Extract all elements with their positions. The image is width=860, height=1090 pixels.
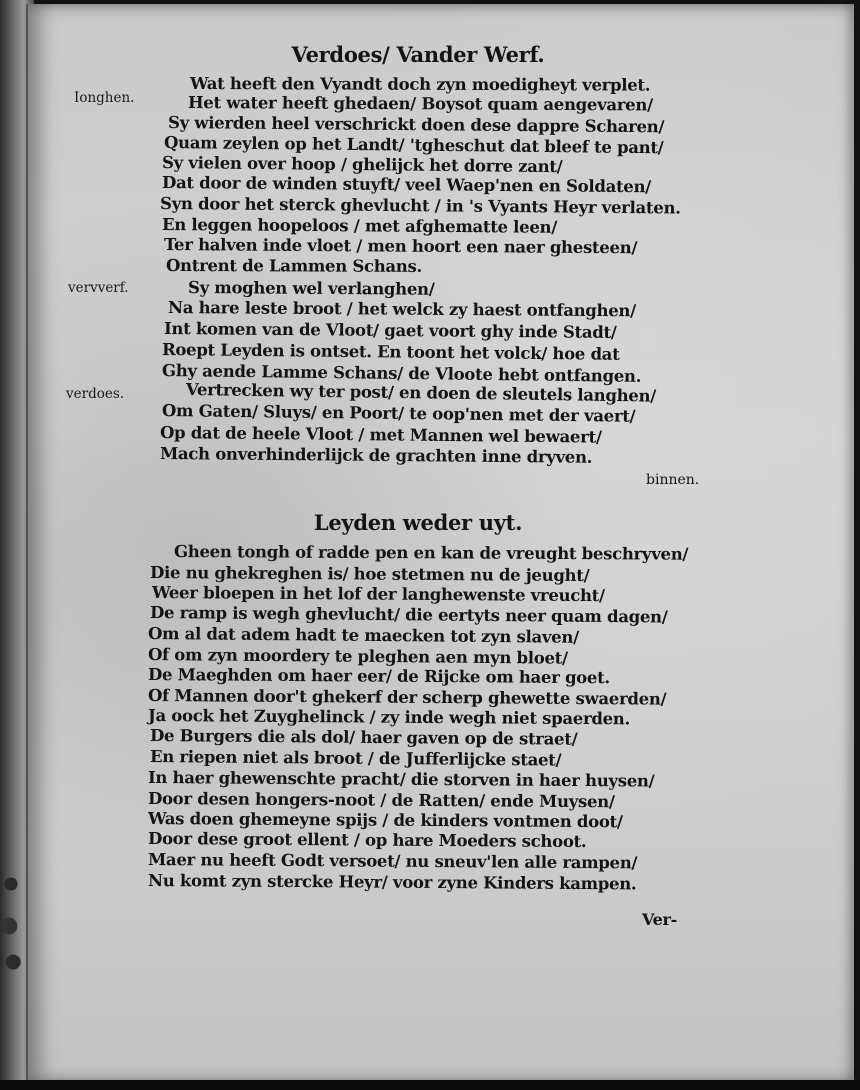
verse-line: En riepen niet als broot / de Jufferlijcke staet/ [149, 747, 562, 770]
verse-line: Int komen van de Vloot/ gaet voort ghy inde Stadt/ [163, 319, 617, 342]
verse-line: Weer bloepen in het lof der langhewenste vreucht/ [151, 583, 605, 606]
verse-line: De ramp is wegh ghevlucht/ die eertyts neer quam dagen/ [149, 603, 668, 627]
verse-line: Sy wierden heel verschrickt doen dese dappre Scharen/ [167, 113, 665, 137]
verse-line: Syn door het sterck ghevlucht / in 's Vyants Heyr verlaten. [159, 194, 681, 218]
verse-line: De Maeghden om haer eer/ de Rijcke om haer goet. [147, 665, 610, 688]
verse-line: Sy moghen wel verlanghen/ [187, 278, 435, 299]
verse-line: Nu komt zyn stercke Heyr/ voor zyne Kinders kampen. [147, 871, 637, 894]
verse-line: Ja oock het Zuyghelinck / zy inde wegh niet spaerden. [147, 706, 631, 729]
running-header: Verdoes/ Vander Werf. [291, 42, 545, 67]
scan-shadow [0, 1080, 860, 1090]
verse-line: Door dese groot ellent / op hare Moeders schoot. [147, 829, 587, 852]
verse-line: Was doen ghemeyne spijs / de kinders vontmen doot/ [147, 809, 623, 832]
verse-line: Om Gaten/ Sluys/ en Poort/ te oop'nen met der vaert/ [161, 401, 636, 426]
catchword: Ver- [642, 910, 677, 929]
verse-line: Of om zyn moordery te pleghen aen myn bloet/ [147, 645, 568, 668]
catchword: binnen. [646, 472, 700, 488]
verse-line: Ter halven inde vloet / men hoort een naer ghesteen/ [163, 235, 638, 258]
verse-line: Quam zeylen op het Landt/ 'tgheschut dat bleef te pant/ [163, 133, 664, 158]
section-heading: Leyden weder uyt. [313, 510, 523, 535]
verse-line: Na hare leste broot / het welck zy haest ontfanghen/ [167, 298, 636, 321]
verse-line: Het water heeft ghedaen/ Boysot quam aengevaren/ [187, 93, 653, 115]
verse-line: Om al dat adem hadt te maecken tot zyn slaven/ [147, 624, 579, 647]
verse-line: In haer ghewenschte pracht/ die storven in haer huysen/ [147, 768, 655, 791]
verse-line: Vertrecken wy ter post/ en doen de sleutels langhen/ [185, 380, 657, 406]
verse-line: De Burgers die als dol/ haer gaven op de straet/ [149, 726, 578, 749]
verse-line: Op dat de heele Vloot / met Mannen wel bewaert/ [159, 423, 602, 447]
verse-line: Wat heeft den Vyandt doch zyn moedigheyt verplet. [189, 74, 651, 95]
speaker-label: Ionghen. [74, 90, 135, 106]
verse-line: Gheen tongh of radde pen en kan de vreught beschryven/ [173, 542, 689, 564]
verse-line: Ghy aende Lamme Schans/ de Vloote hebt ontfangen. [161, 361, 642, 386]
book-page [26, 4, 854, 1082]
verse-line: Die nu ghekreghen is/ hoe stetmen nu de jeught/ [149, 563, 590, 586]
verse-line: Dat door de winden stuyft/ veel Waep'nen en Soldaten/ [161, 173, 652, 197]
ink-stain [0, 860, 22, 980]
verse-line: En leggen hoopeloos / met afghematte leen/ [161, 215, 558, 237]
verse-line: Ontrent de Lammen Schans. [165, 256, 422, 276]
verse-line: Maer nu heeft Godt versoet/ nu sneuv'len alle rampen/ [147, 850, 638, 873]
verse-line: Roept Leyden is ontset. En toont het volck/ hoe dat [161, 340, 620, 364]
verse-line: Sy vielen over hoop / ghelijck het dorre zant/ [161, 153, 563, 177]
speaker-label: verdoes. [66, 386, 125, 402]
verse-line: Mach onverhinderlijck de grachten inne dryven. [159, 444, 593, 467]
speaker-label: vervverf. [68, 280, 129, 296]
verse-line: Door desen hongers-noot / de Ratten/ ende Muysen/ [147, 789, 615, 812]
verse-line: Of Mannen door't ghekerf der scherp ghewette swaerden/ [147, 686, 667, 709]
